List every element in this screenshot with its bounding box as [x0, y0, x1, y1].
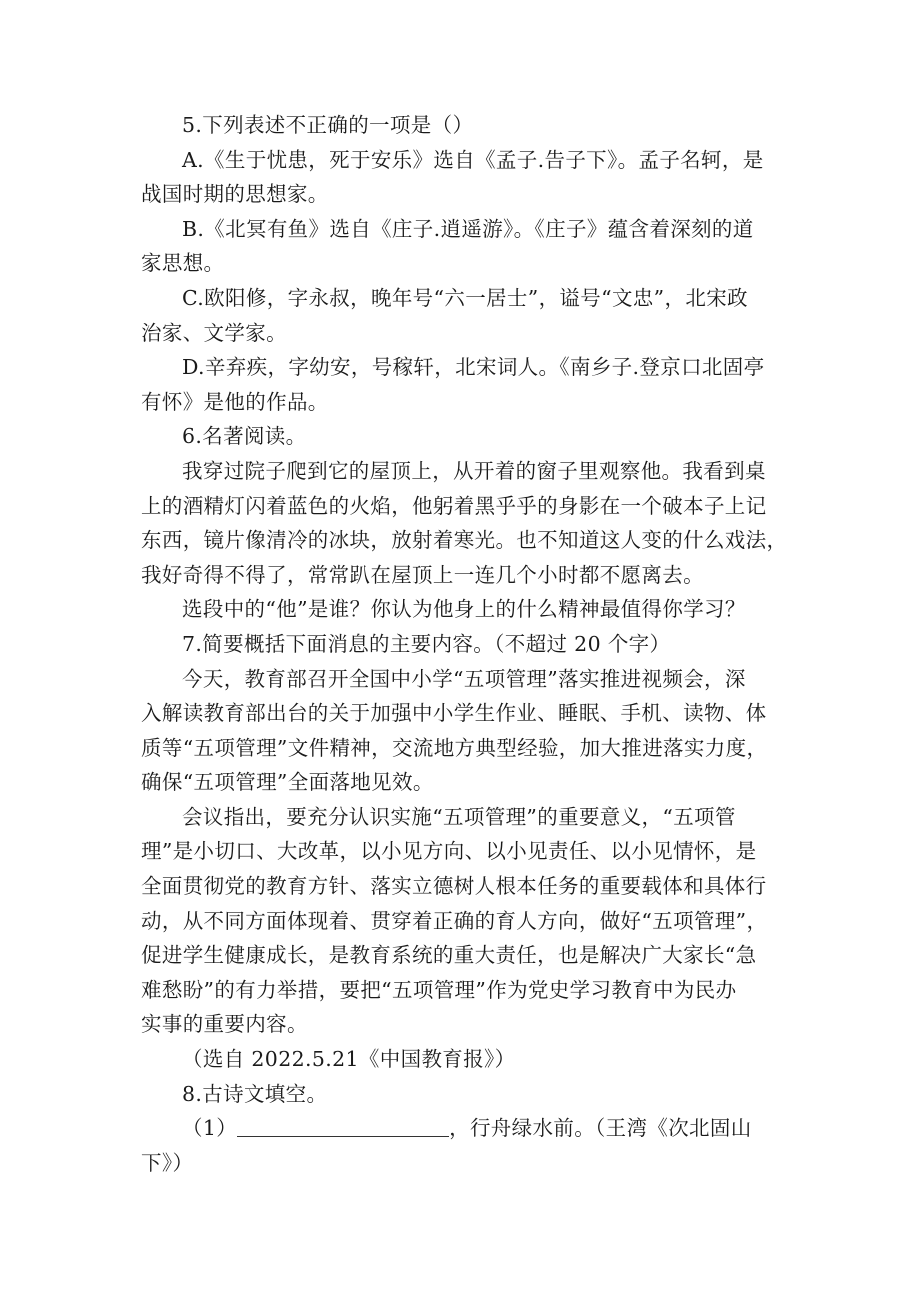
question-6-question: 选段中的“他”是谁？你认为他身上的什么精神最值得你学习？: [182, 597, 746, 622]
question-6-passage-line: 我穿过院子爬到它的屋顶上，从开着的窗子里观察他。我看到桌: [182, 458, 766, 483]
question-5-option-d: D.辛弃疾，字幼安，号稼轩，北宋词人。《南乡子.登京口北固亭: [182, 355, 765, 380]
question-8-item-1: [141, 1111, 781, 1146]
question-5-option-d-cont: 有怀》是他的作品。: [141, 389, 329, 414]
question-5-option-b-cont: 家思想。: [141, 251, 225, 276]
question-7-para1-line: 质等“五项管理”文件精神，交流地方典型经验，加大推进落实力度，: [141, 735, 768, 760]
question-5-option-b: B.《北冥有鱼》选自《庄子.逍遥游》。《庄子》蕴含着深刻的道: [182, 216, 754, 241]
question-7-para2-line: 实事的重要内容。: [141, 1012, 308, 1037]
question-7-para1-line: 今天，教育部召开全国中小学“五项管理”落实推进视频会，深: [182, 666, 746, 691]
question-5-option-c: C.欧阳修，字永叔，晚年号“六一居士”，谥号“文忠”，北宋政: [182, 285, 748, 310]
question-5-option-c-cont: 治家、文学家。: [141, 320, 287, 345]
question-7-para2-line: 促进学生健康成长，是教育系统的重大责任，也是解决广大家长“急: [141, 943, 757, 968]
question-6-passage-line: 东西，镜片像清冷的冰块，放射着寒光。也不知道这人变的什么戏法，: [141, 528, 788, 553]
question-5-option-a: A.《生于忧患，死于安乐》选自《孟子.告子下》。孟子名轲，是: [182, 147, 764, 172]
question-8-item-1-cont: 下》）: [141, 1150, 194, 1175]
answer-blank[interactable]: [237, 1114, 449, 1137]
question-8-item-1-number: （1）: [182, 1116, 238, 1141]
question-5-option-a-cont: 战国时期的思想家。: [141, 182, 329, 207]
question-7-para2-line: 难愁盼”的有力举措，要把“五项管理”作为党史学习教育中为民办: [141, 977, 737, 1002]
question-7-para2-line: 理”是小切口、大改革，以小见方向、以小见责任、以小见情怀，是: [141, 839, 757, 864]
question-7-para1-line: 确保“五项管理”全面落地见效。: [141, 770, 434, 795]
question-7-para2-line: 动，从不同方面体现着、贯穿着正确的育人方向，做好“五项管理”，: [141, 908, 768, 933]
question-6-passage-line: 我好奇得不得了，常常趴在屋顶上一连几个小时都不愿离去。: [141, 562, 704, 587]
question-8-item-1-text: ，行舟绿水前。（王湾《次北固山: [449, 1116, 752, 1141]
question-7-source: （选自 2022.5.21《中国教育报》）: [182, 1047, 516, 1072]
exam-page: [141, 108, 788, 1180]
question-8-stem: 8.古诗文填空。: [182, 1081, 328, 1106]
question-7-para2-line: 全面贯彻党的教育方针、落实立德树人根本任务的重要载体和具体行: [141, 874, 767, 899]
question-7-para2-line: 会议指出，要充分认识实施“五项管理”的重要意义，“五项管: [182, 804, 736, 829]
question-6-stem: 6.名著阅读。: [182, 424, 307, 449]
question-6-passage-line: 上的酒精灯闪着蓝色的火焰，他躬着黑乎乎的身影在一个破本子上记: [141, 493, 767, 518]
question-5-stem: 5.下列表述不正确的一项是（）: [182, 113, 474, 137]
question-7-para1-line: 入解读教育部出台的关于加强中小学生作业、睡眠、手机、读物、体: [141, 701, 767, 726]
question-7-stem: 7.简要概括下面消息的主要内容。（不超过 20 个字）: [182, 631, 671, 656]
